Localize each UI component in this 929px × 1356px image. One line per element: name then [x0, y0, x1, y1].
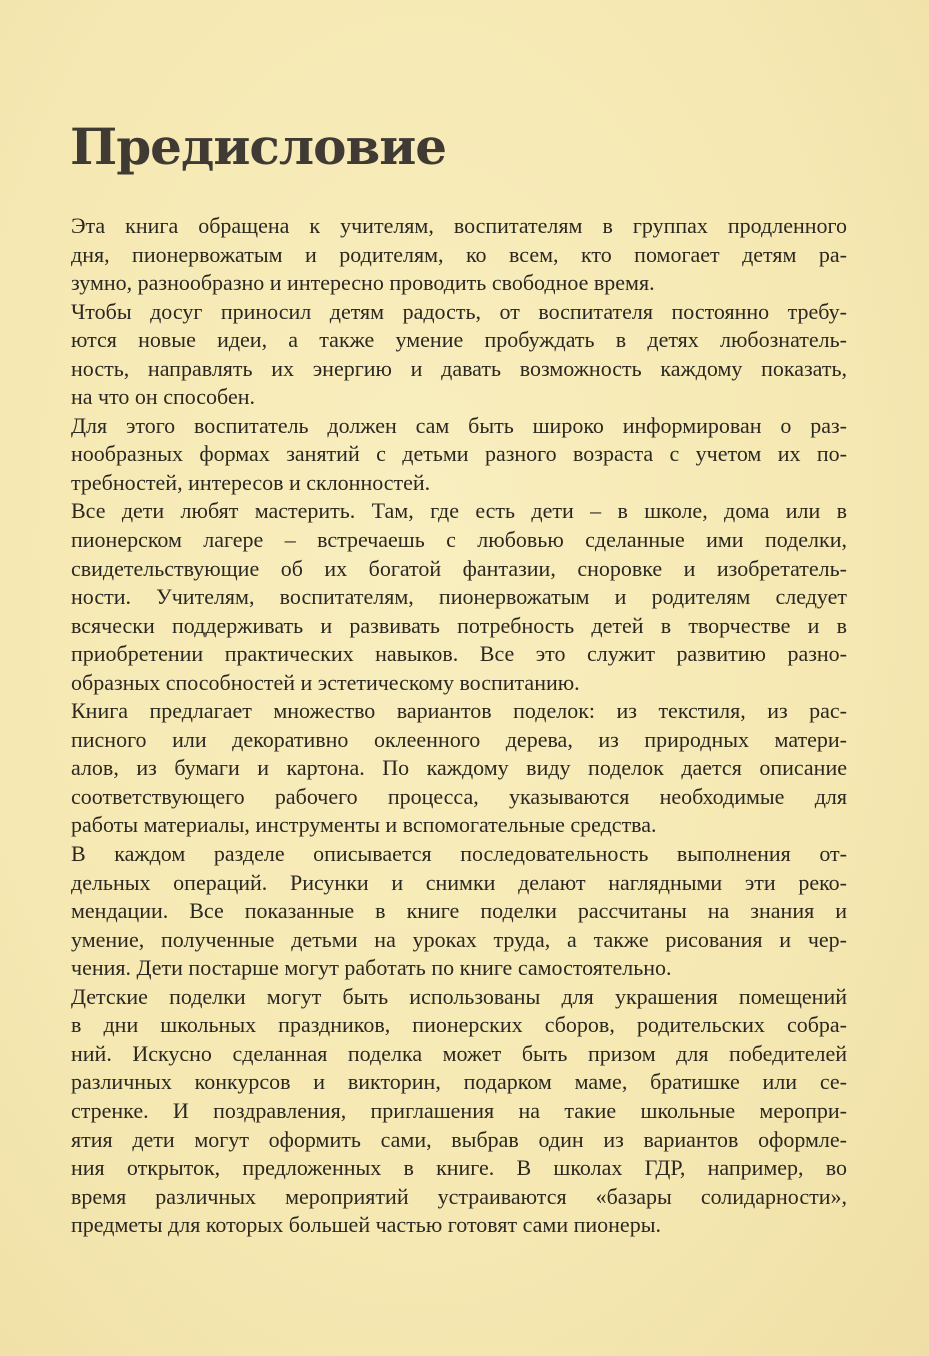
text-line: Чтобы досуг приносил детям радость, от воспитателя постоянно требу-: [71, 298, 847, 324]
text-line: всячески поддерживать и развивать потребность детей в творчестве и в: [71, 612, 847, 638]
text-line: мендации. Все показанные в книге поделки рассчитаны на знания и: [71, 898, 847, 924]
text-line: нообразных формах занятий с детьми разного возраста с учетом их по-: [71, 441, 847, 467]
text-line: умение, полученные детьми на уроках труда, а также рисования и чер-: [71, 926, 847, 952]
text-line: в дни школьных праздников, пионерских сборов, родительских собра-: [71, 1012, 847, 1038]
text-line: дельных операций. Рисунки и снимки делают наглядными эти реко-: [71, 869, 847, 895]
text-line: ности. Учителям, воспитателям, пионервожатым и родителям следует: [71, 584, 847, 610]
text-line: предметы для которых большей частью готовят сами пионеры.: [71, 1212, 661, 1238]
text-line: приобретении практических навыков. Все это служит развитию разно-: [71, 641, 847, 667]
text-line: Книга предлагает множество вариантов поделок: из текстиля, из рас-: [71, 698, 847, 724]
text-line: ния открыток, предложенных в книге. В школах ГДР, например, во: [71, 1155, 847, 1181]
text-line: Все дети любят мастерить. Там, где есть дети – в школе, дома или в: [71, 498, 847, 524]
text-line: образных способностей и эстетическому воспитанию.: [71, 669, 580, 695]
text-line: соответствующего рабочего процесса, указываются необходимые для: [71, 783, 847, 809]
preface-text: [71, 212, 847, 1240]
text-line: время различных мероприятий устраиваются «базары солидарности»,: [71, 1183, 847, 1209]
text-line: ются новые идеи, а также умение пробуждать в детях любознатель-: [71, 327, 847, 353]
text-line: стренке. И поздравления, приглашения на такие школьные меропри-: [71, 1097, 847, 1123]
text-line: писного или декоративно оклеенного дерева, из природных матери-: [71, 726, 847, 752]
text-line: требностей, интересов и склонностей.: [71, 469, 431, 495]
text-line: на что он способен.: [71, 384, 255, 410]
text-line: Эта книга обращена к учителям, воспитателям в группах продленного: [71, 213, 847, 238]
text-line: Для этого воспитатель должен сам быть широко информирован о раз-: [71, 412, 847, 438]
text-line: В каждом разделе описывается последовательность выполнения от-: [71, 841, 847, 867]
text-line: дня, пионервожатым и родителям, ко всем, кто помогает детям ра-: [71, 241, 847, 267]
text-line: чения. Дети постарше могут работать по книге самостоятельно.: [71, 955, 672, 981]
text-line: ний. Искусно сделанная поделка может быть призом для победителей: [71, 1040, 847, 1066]
text-line: Детские поделки могут быть использованы для украшения помещений: [71, 983, 847, 1009]
page-title: Предисловие: [70, 117, 447, 176]
text-line: алов, из бумаги и картона. По каждому виду поделок дается описание: [71, 755, 847, 781]
text-line: ность, направлять их энергию и давать возможность каждому показать,: [71, 355, 847, 381]
text-line: пионерском лагере – встречаешь с любовью сделанные ими поделки,: [71, 527, 847, 553]
text-line: зумно, разнообразно и интересно проводить свободное время.: [71, 270, 655, 296]
text-line: ятия дети могут оформить сами, выбрав один из вариантов оформле-: [71, 1126, 847, 1152]
text-line: различных конкурсов и викторин, подарком маме, братишке или се-: [71, 1069, 847, 1095]
text-line: свидетельствующие об их богатой фантазии, сноровке и изобретатель-: [71, 555, 847, 581]
text-line: работы материалы, инструменты и вспомогательные средства.: [71, 812, 657, 838]
